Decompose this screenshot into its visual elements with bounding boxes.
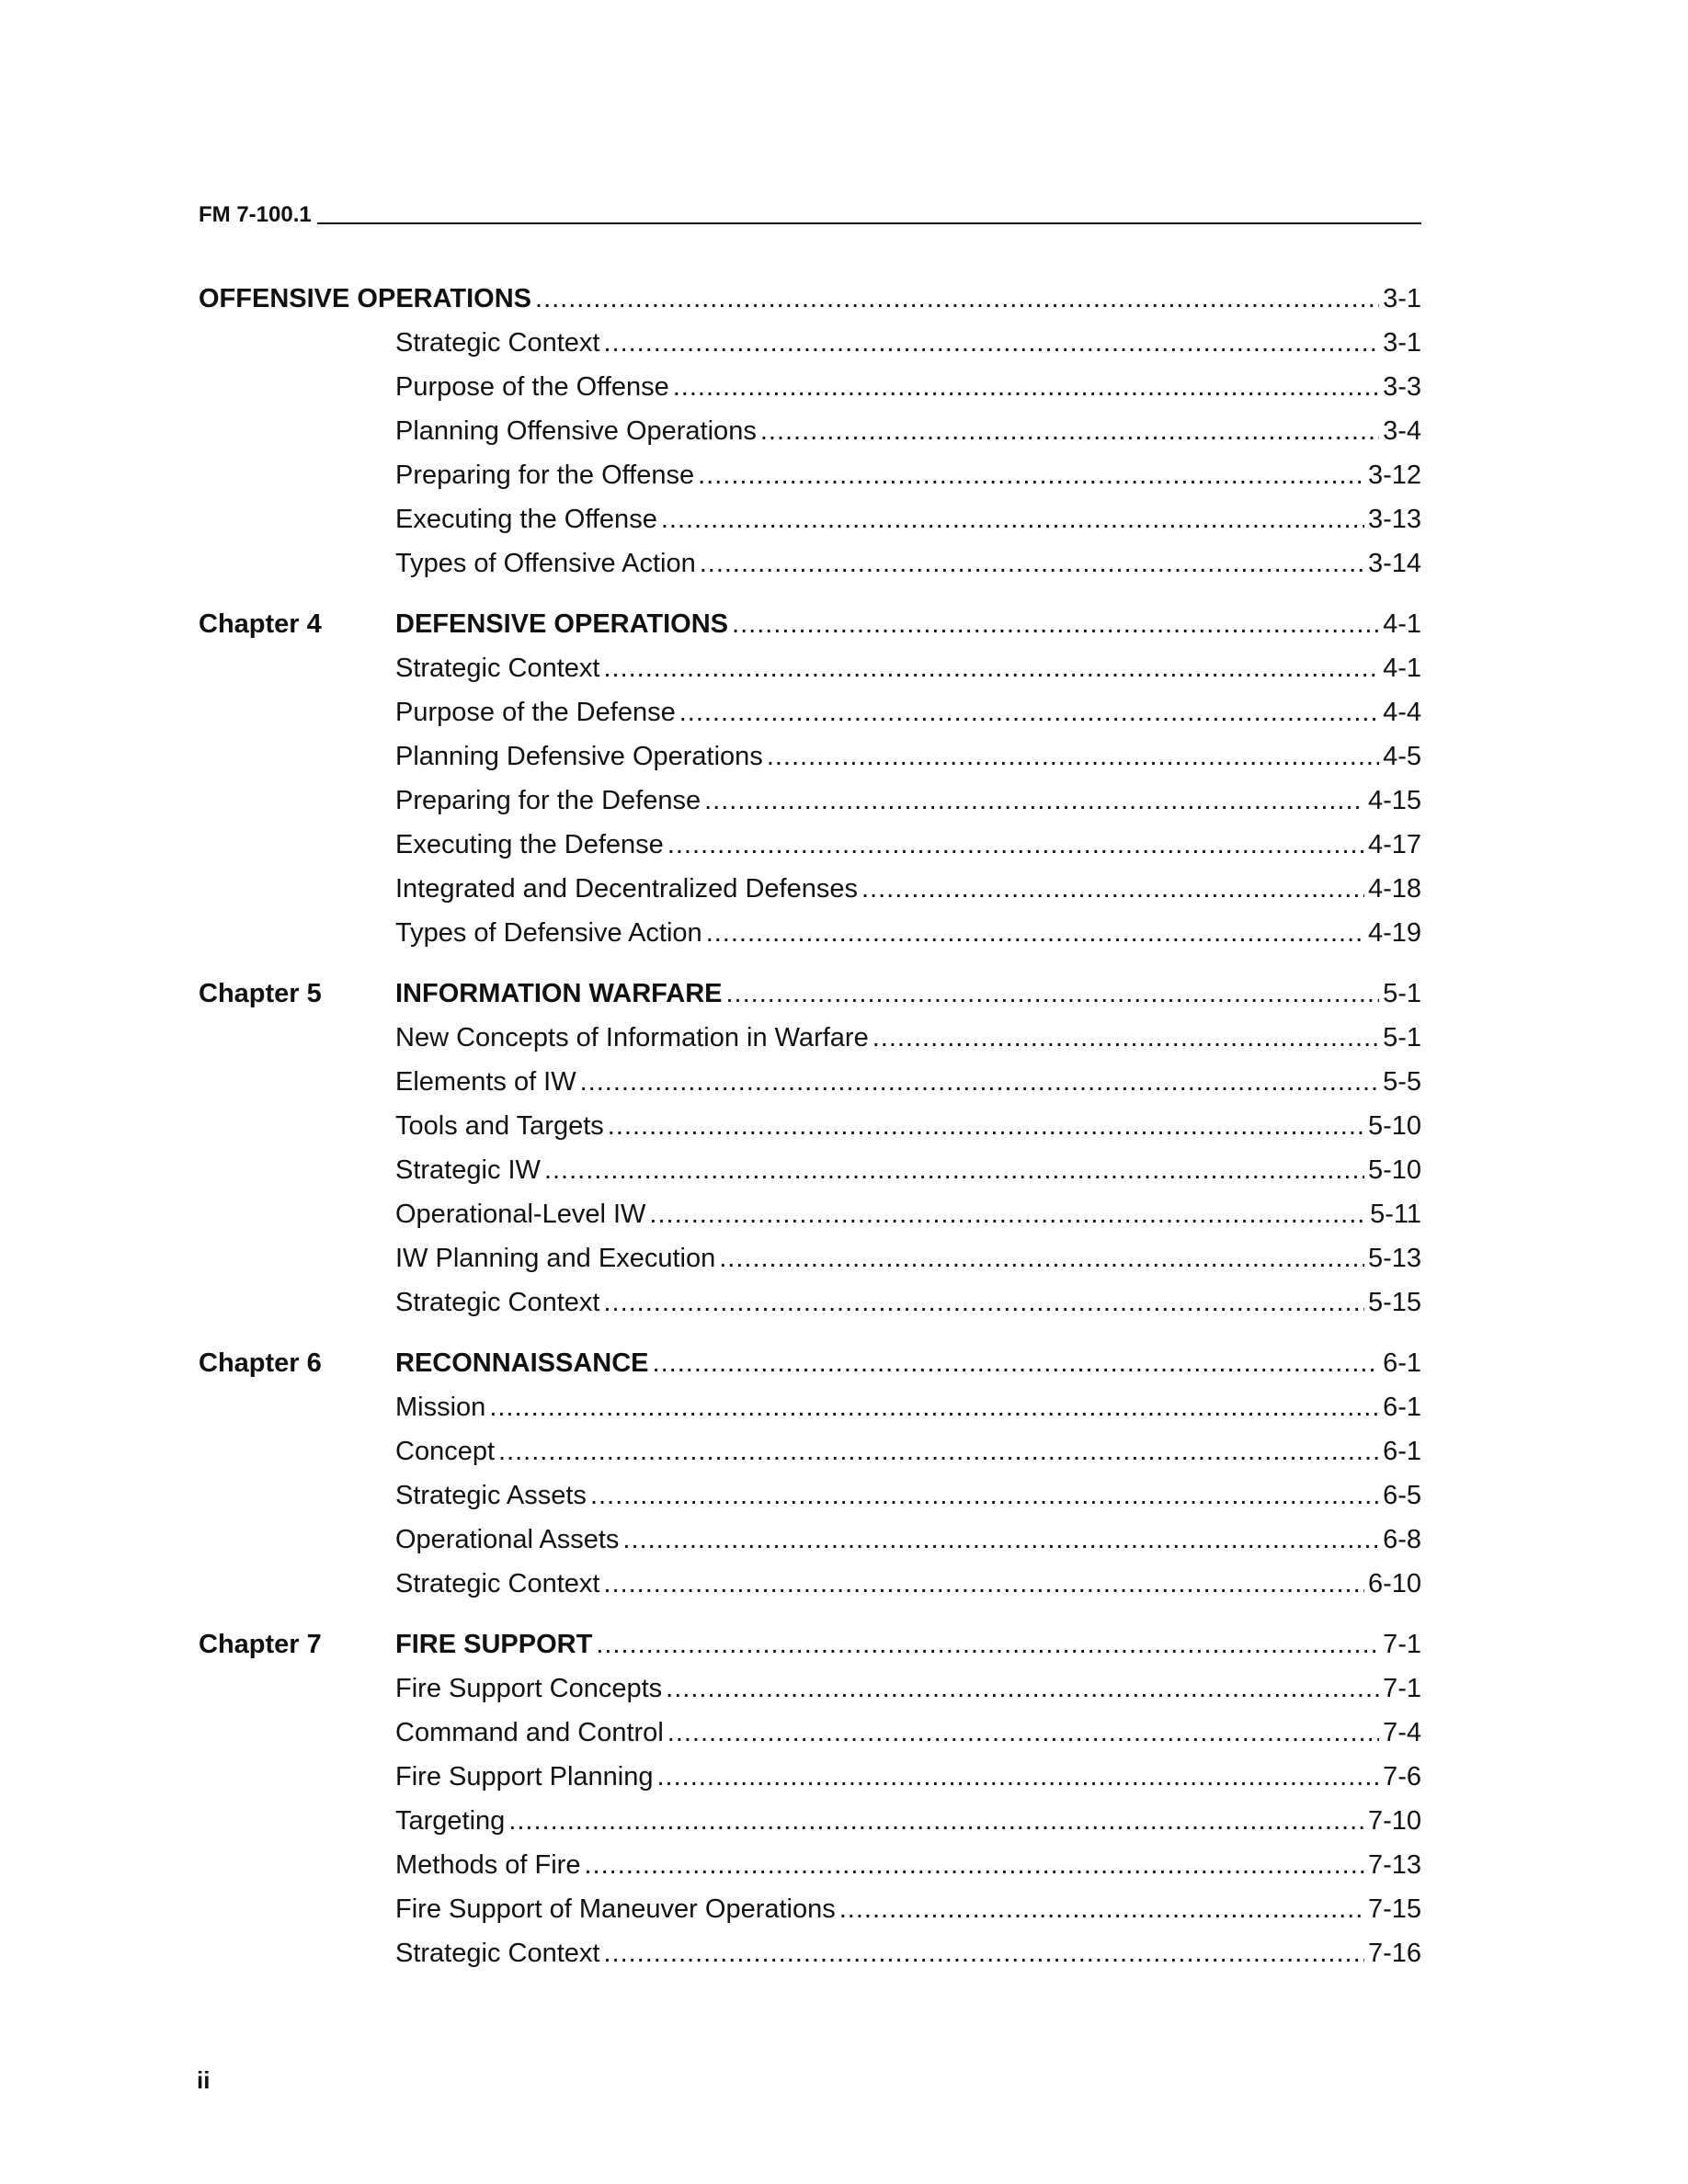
- dot-leader: [584, 1843, 1363, 1887]
- toc-entry: [395, 823, 1421, 867]
- entry-title: Strategic Context: [395, 328, 600, 358]
- page-reference: 4-18: [1367, 874, 1421, 904]
- dot-leader: [706, 911, 1364, 955]
- page-reference: 3-4: [1383, 416, 1421, 446]
- page-reference: 5-10: [1367, 1111, 1421, 1141]
- chapter-title: RECONNAISSANCE: [395, 1348, 649, 1378]
- page-reference: 7-16: [1367, 1939, 1421, 1968]
- page-reference: 7-4: [1383, 1718, 1421, 1747]
- chapter-heading-row: [199, 277, 1421, 321]
- dot-leader: [873, 1016, 1379, 1060]
- chapter-label: Chapter 6: [199, 1348, 322, 1378]
- toc-entry: [395, 1711, 1421, 1755]
- entry-title: Purpose of the Offense: [395, 372, 669, 402]
- dot-leader: [603, 1280, 1364, 1325]
- page-reference: 7-6: [1383, 1762, 1421, 1792]
- toc-entry: [395, 867, 1421, 911]
- dot-leader: [489, 1385, 1379, 1429]
- page-reference: 5-11: [1370, 1200, 1421, 1229]
- entry-title: Fire Support of Maneuver Operations: [395, 1894, 836, 1924]
- entry-title: Methods of Fire: [395, 1850, 581, 1880]
- toc-entry: [395, 779, 1421, 823]
- entry-title: Executing the Offense: [395, 505, 657, 534]
- toc-entry-row: [199, 409, 1421, 453]
- entry-title: Strategic Context: [395, 1569, 600, 1598]
- page-reference: 4-15: [1367, 786, 1421, 815]
- toc-entry-row: [199, 1887, 1421, 1931]
- toc-entry: [395, 1016, 1421, 1060]
- toc-entry-row: [199, 453, 1421, 497]
- toc-entry-row: [199, 1060, 1421, 1104]
- page-reference: 4-1: [1383, 609, 1421, 639]
- toc-entry-row: [199, 1385, 1421, 1429]
- toc-entry-row: [199, 1518, 1421, 1562]
- toc-entry-row: [199, 1192, 1421, 1236]
- entry-title: Fire Support Concepts: [395, 1674, 663, 1703]
- page-reference: 3-1: [1383, 328, 1421, 358]
- toc-entry-row: [199, 1429, 1421, 1473]
- toc-entry: [395, 1473, 1421, 1518]
- toc-entry: [395, 734, 1421, 779]
- toc-entry-row: [199, 1236, 1421, 1280]
- toc-entry: [395, 1060, 1421, 1104]
- chapter-heading-row: [199, 972, 1421, 1016]
- dot-leader: [767, 734, 1379, 779]
- page-reference: 5-5: [1383, 1067, 1421, 1097]
- entry-title: Strategic Assets: [395, 1481, 587, 1510]
- toc-entry-row: [199, 690, 1421, 734]
- entry-title: Preparing for the Offense: [395, 461, 695, 490]
- toc-entry-row: [199, 1148, 1421, 1192]
- entry-title: Planning Offensive Operations: [395, 416, 757, 446]
- chapter-label: Chapter 5: [199, 979, 322, 1008]
- page-reference: 6-1: [1383, 1393, 1421, 1422]
- running-header: [199, 199, 1421, 226]
- toc-entry: [395, 1887, 1421, 1931]
- toc-entry-row: [199, 1711, 1421, 1755]
- toc-entry: [395, 497, 1421, 541]
- dot-leader: [535, 277, 1379, 321]
- page-reference: 4-1: [1383, 654, 1421, 683]
- page-reference: 5-10: [1367, 1155, 1421, 1185]
- dot-leader: [661, 497, 1364, 541]
- page-reference: 3-1: [1383, 284, 1421, 313]
- dot-leader: [732, 602, 1379, 646]
- toc-entry: [395, 1280, 1421, 1325]
- chapter-heading: [199, 277, 1421, 321]
- toc-section-offensive: [199, 277, 1421, 586]
- dot-leader: [719, 1236, 1364, 1280]
- toc-entry: [395, 1931, 1421, 1975]
- toc-entry-row: [199, 779, 1421, 823]
- entry-title: IW Planning and Execution: [395, 1244, 716, 1273]
- entry-title: Tools and Targets: [395, 1111, 604, 1141]
- dot-leader: [498, 1429, 1379, 1473]
- header-rule: [317, 222, 1421, 224]
- page-reference: 6-10: [1367, 1569, 1421, 1598]
- chapter-heading-row: [199, 1622, 1421, 1666]
- dot-leader: [700, 541, 1364, 586]
- page-reference: 5-13: [1367, 1244, 1421, 1273]
- toc-entry: [395, 690, 1421, 734]
- entry-title: Concept: [395, 1437, 496, 1466]
- entry-title: Types of Defensive Action: [395, 918, 702, 948]
- entry-title: Strategic Context: [395, 654, 600, 683]
- toc-entry: [395, 409, 1421, 453]
- toc-entry-row: [199, 1755, 1421, 1799]
- entry-title: Operational-Level IW: [395, 1200, 646, 1229]
- toc-entry-row: [199, 911, 1421, 955]
- entry-title: Operational Assets: [395, 1525, 620, 1554]
- chapter-heading-row: [199, 602, 1421, 646]
- toc-entry-row: [199, 1666, 1421, 1711]
- toc-entry-row: [199, 1016, 1421, 1060]
- toc-entry: [395, 911, 1421, 955]
- entry-title: Integrated and Decentralized Defenses: [395, 874, 858, 904]
- dot-leader: [679, 690, 1379, 734]
- dot-leader: [653, 1341, 1380, 1385]
- dot-leader: [608, 1104, 1364, 1148]
- page-reference: 4-4: [1383, 698, 1421, 727]
- page-reference: 7-1: [1383, 1630, 1421, 1659]
- dot-leader: [544, 1148, 1364, 1192]
- page-reference: 3-13: [1367, 505, 1421, 534]
- dot-leader: [596, 1622, 1379, 1666]
- toc-entry-row: [199, 497, 1421, 541]
- chapter-label: Chapter 4: [199, 609, 322, 639]
- dot-leader: [603, 321, 1379, 365]
- toc-entry: [395, 1192, 1421, 1236]
- toc-entry-row: [199, 734, 1421, 779]
- toc-entry: [395, 1148, 1421, 1192]
- page-reference: 4-5: [1383, 742, 1421, 771]
- page-reference: 5-1: [1383, 1023, 1421, 1052]
- entry-title: Planning Defensive Operations: [395, 742, 763, 771]
- chapter-title: INFORMATION WARFARE: [395, 979, 723, 1008]
- entry-title: Strategic IW: [395, 1155, 541, 1185]
- toc-entry-row: [199, 646, 1421, 690]
- toc-entry: [395, 1755, 1421, 1799]
- toc-entry: [395, 365, 1421, 409]
- toc-entry: [395, 1843, 1421, 1887]
- dot-leader: [861, 867, 1364, 911]
- page-reference: 5-1: [1383, 979, 1421, 1008]
- page-reference: 6-5: [1383, 1481, 1421, 1510]
- chapter-heading: [395, 972, 1421, 1016]
- dot-leader: [580, 1060, 1379, 1104]
- dot-leader: [726, 972, 1380, 1016]
- toc-entry: [395, 321, 1421, 365]
- toc-section-chapter: [199, 972, 1421, 1325]
- toc-entry-row: [199, 541, 1421, 586]
- toc-entry-row: [199, 823, 1421, 867]
- dot-leader: [667, 823, 1364, 867]
- toc-entry: [395, 1429, 1421, 1473]
- toc-entry: [395, 1666, 1421, 1711]
- entry-title: Preparing for the Defense: [395, 786, 701, 815]
- toc-section-chapter: [199, 1341, 1421, 1606]
- toc-entry-row: [199, 321, 1421, 365]
- toc-entry: [395, 541, 1421, 586]
- entry-title: New Concepts of Information in Warfare: [395, 1023, 869, 1052]
- dot-leader: [704, 779, 1364, 823]
- entry-title: Strategic Context: [395, 1288, 600, 1317]
- page-reference: 5-15: [1367, 1288, 1421, 1317]
- toc-entry: [395, 1385, 1421, 1429]
- page-reference: 7-13: [1367, 1850, 1421, 1880]
- page-reference: 6-1: [1383, 1437, 1421, 1466]
- page-reference: 3-3: [1383, 372, 1421, 402]
- toc-entry-row: [199, 1799, 1421, 1843]
- entry-title: Executing the Defense: [395, 830, 664, 859]
- chapter-heading: [395, 602, 1421, 646]
- chapter-label: Chapter 7: [199, 1630, 322, 1659]
- entry-title: Types of Offensive Action: [395, 549, 696, 578]
- page-reference: 6-8: [1383, 1525, 1421, 1554]
- dot-leader: [760, 409, 1379, 453]
- toc-entry-row: [199, 1843, 1421, 1887]
- page-reference: 3-12: [1367, 461, 1421, 490]
- toc-entry: [395, 1236, 1421, 1280]
- toc-entry: [395, 1562, 1421, 1606]
- dot-leader: [603, 1562, 1364, 1606]
- page-number: ii: [197, 2066, 211, 2094]
- page-reference: 4-17: [1367, 830, 1421, 859]
- toc-entry: [395, 1104, 1421, 1148]
- toc-entry-row: [199, 867, 1421, 911]
- page-reference: 7-1: [1383, 1674, 1421, 1703]
- toc-entry: [395, 1518, 1421, 1562]
- chapter-heading: [395, 1622, 1421, 1666]
- toc-entry: [395, 1799, 1421, 1843]
- entry-title: Purpose of the Defense: [395, 698, 676, 727]
- dot-leader: [666, 1666, 1379, 1711]
- chapter-heading-row: [199, 1341, 1421, 1385]
- entry-title: Strategic Context: [395, 1939, 600, 1968]
- toc-entry-row: [199, 365, 1421, 409]
- toc-entry-row: [199, 1473, 1421, 1518]
- dot-leader: [649, 1192, 1366, 1236]
- toc-entry-row: [199, 1280, 1421, 1325]
- page-reference: 7-10: [1367, 1806, 1421, 1836]
- dot-leader: [590, 1473, 1379, 1518]
- page-reference: 4-19: [1367, 918, 1421, 948]
- dot-leader: [508, 1799, 1364, 1843]
- entry-title: Command and Control: [395, 1718, 664, 1747]
- toc-section-chapter: [199, 1622, 1421, 1975]
- dot-leader: [603, 646, 1379, 690]
- toc-entry-row: [199, 1562, 1421, 1606]
- chapter-heading: [395, 1341, 1421, 1385]
- toc-entry-row: [199, 1104, 1421, 1148]
- toc-entry-row: [199, 1931, 1421, 1975]
- page-reference: 3-14: [1367, 549, 1421, 578]
- entry-title: Elements of IW: [395, 1067, 576, 1097]
- page-reference: 6-1: [1383, 1348, 1421, 1378]
- dot-leader: [667, 1711, 1379, 1755]
- dot-leader: [603, 1931, 1364, 1975]
- entry-title: Mission: [395, 1393, 486, 1422]
- document-id: FM 7-100.1: [199, 202, 312, 227]
- table-of-contents: [199, 277, 1421, 1992]
- chapter-title: OFFENSIVE OPERATIONS: [199, 284, 532, 313]
- chapter-title: FIRE SUPPORT: [395, 1630, 593, 1659]
- dot-leader: [698, 453, 1364, 497]
- toc-section-chapter: [199, 602, 1421, 955]
- chapter-title: DEFENSIVE OPERATIONS: [395, 609, 729, 639]
- page-reference: 7-15: [1367, 1894, 1421, 1924]
- entry-title: Targeting: [395, 1806, 506, 1836]
- dot-leader: [673, 365, 1379, 409]
- entry-title: Fire Support Planning: [395, 1762, 654, 1792]
- toc-entry: [395, 646, 1421, 690]
- toc-entry: [395, 453, 1421, 497]
- dot-leader: [622, 1518, 1379, 1562]
- dot-leader: [839, 1887, 1364, 1931]
- dot-leader: [657, 1755, 1380, 1799]
